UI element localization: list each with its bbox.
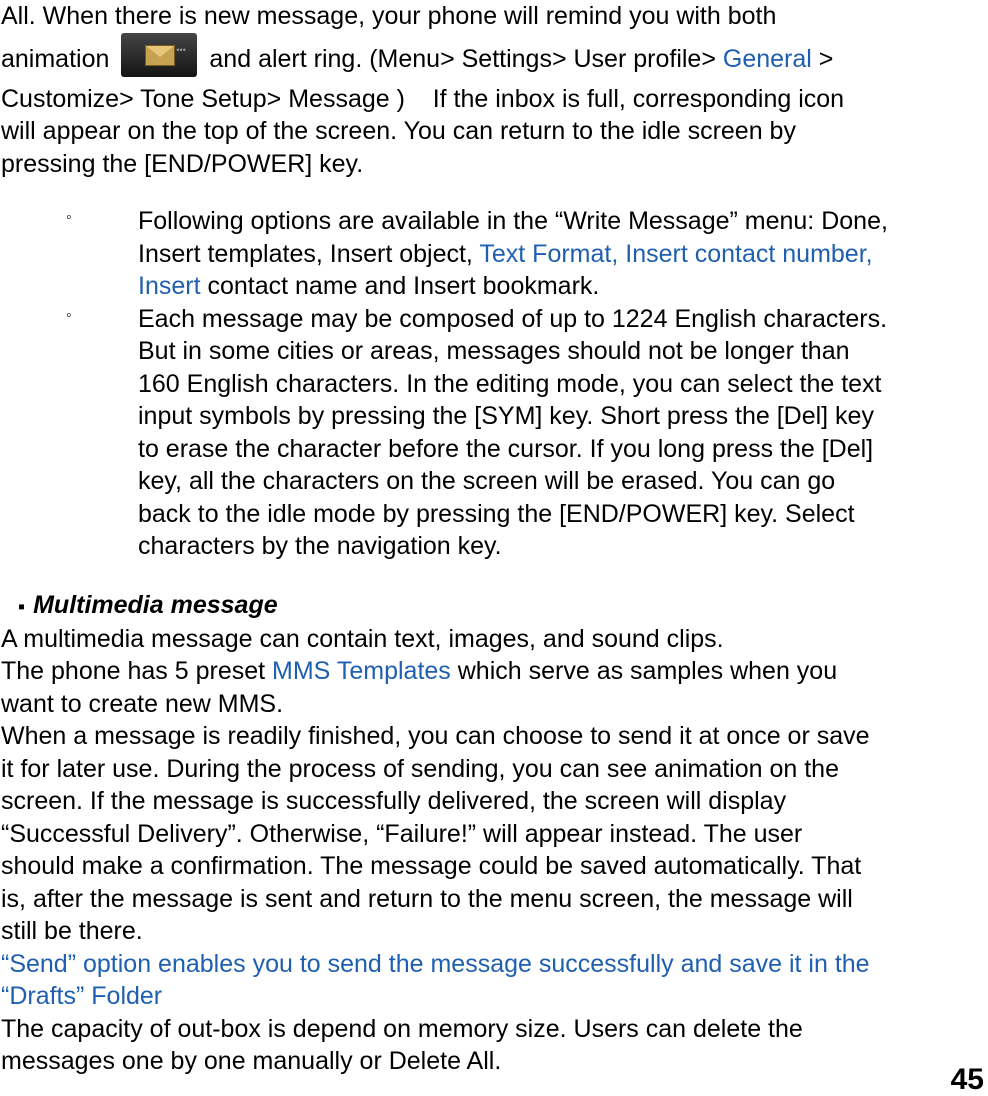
envelope-icon: ••• bbox=[121, 33, 197, 77]
bullet-line: characters by the navigation key. bbox=[138, 532, 502, 560]
mms-line: it for later use. During the process of sending, you can see animation on the bbox=[1, 754, 839, 783]
mms-templates-link[interactable]: MMS Templates bbox=[272, 657, 451, 685]
text-format-link[interactable]: Text Format, Insert contact number, bbox=[479, 239, 873, 268]
send-option-link[interactable]: “Send” option enables you to send the message successfully and save it in the bbox=[1, 949, 870, 978]
insert-link[interactable]: Insert bbox=[138, 272, 201, 300]
mms-line: messages one by one manually or Delete All. bbox=[1, 1047, 502, 1075]
bullet-marker: ◦ bbox=[66, 209, 72, 226]
mms-line: want to create new MMS. bbox=[1, 689, 284, 718]
mms-line: A multimedia message can contain text, images, and sound clips. bbox=[1, 624, 724, 653]
bullet-line: Following options are available in the “Write Message” menu: Done, bbox=[138, 207, 888, 235]
list-item bbox=[0, 205, 988, 303]
bullet-line: But in some cities or areas, messages should not be longer than bbox=[138, 337, 850, 365]
bullet-line: to erase the character before the cursor. If you long press the [Del] bbox=[138, 434, 874, 463]
bullet-line: input symbols by pressing the [SYM] key. Short press the [Del] key bbox=[138, 402, 874, 430]
bullet-line: back to the idle mode by pressing the [END/POWER] key. Select bbox=[138, 499, 855, 528]
intro-line-2: animation ••• and alert ring. (Menu> Settings> User profile> General > bbox=[0, 33, 988, 83]
mms-line: The capacity of out-box is depend on memory size. Users can delete the bbox=[1, 1014, 803, 1043]
bullet-marker: ◦ bbox=[66, 306, 72, 324]
general-link[interactable]: General bbox=[722, 44, 812, 73]
drafts-folder-link[interactable]: “Drafts” Folder bbox=[1, 982, 163, 1010]
intro-paragraph bbox=[0, 0, 988, 180]
bullet-line: 160 English characters. In the editing mode, you can select the text bbox=[138, 369, 882, 398]
bullet-line: Each message may be composed of up to 1224 English characters. bbox=[138, 304, 888, 333]
section-heading: ▪ Multimedia message bbox=[18, 590, 278, 619]
intro-line-1: All. When there is new message, your phone will remind you with both bbox=[1, 2, 777, 30]
square-bullet-icon: ▪ bbox=[18, 595, 26, 618]
mms-line: still be there. bbox=[1, 917, 143, 945]
intro-line-4: will appear on the top of the screen. You can return to the idle screen by bbox=[1, 117, 796, 145]
bullet-line: Insert contact name and Insert bookmark. bbox=[138, 272, 600, 300]
mms-line: The phone has 5 preset MMS Templates which serve as samples when you bbox=[1, 657, 838, 685]
mms-line: should make a confirmation. The message could be saved automatically. That bbox=[1, 852, 862, 880]
mms-paragraph bbox=[0, 623, 988, 1078]
intro-line-5: pressing the [END/POWER] key. bbox=[1, 149, 364, 178]
mms-line: “Successful Delivery”. Otherwise, “Failure!” will appear instead. The user bbox=[1, 819, 803, 848]
mms-line: screen. If the message is successfully delivered, the screen will display bbox=[1, 787, 787, 815]
mms-line: is, after the message is sent and return to the menu screen, the message will bbox=[1, 884, 853, 913]
mms-line: When a message is readily finished, you can choose to send it at once or save bbox=[1, 722, 870, 750]
intro-line-3: Customize> Tone Setup> Message ) If the inbox is full, corresponding icon bbox=[1, 84, 845, 113]
page-number: 45 bbox=[950, 1063, 984, 1096]
list-item bbox=[0, 303, 988, 563]
bullet-line: Insert templates, Insert object, Text Format, Insert contact number, bbox=[138, 239, 873, 268]
bullet-line: key, all the characters on the screen will be erased. You can go bbox=[138, 467, 836, 495]
bullet-list bbox=[0, 205, 988, 563]
